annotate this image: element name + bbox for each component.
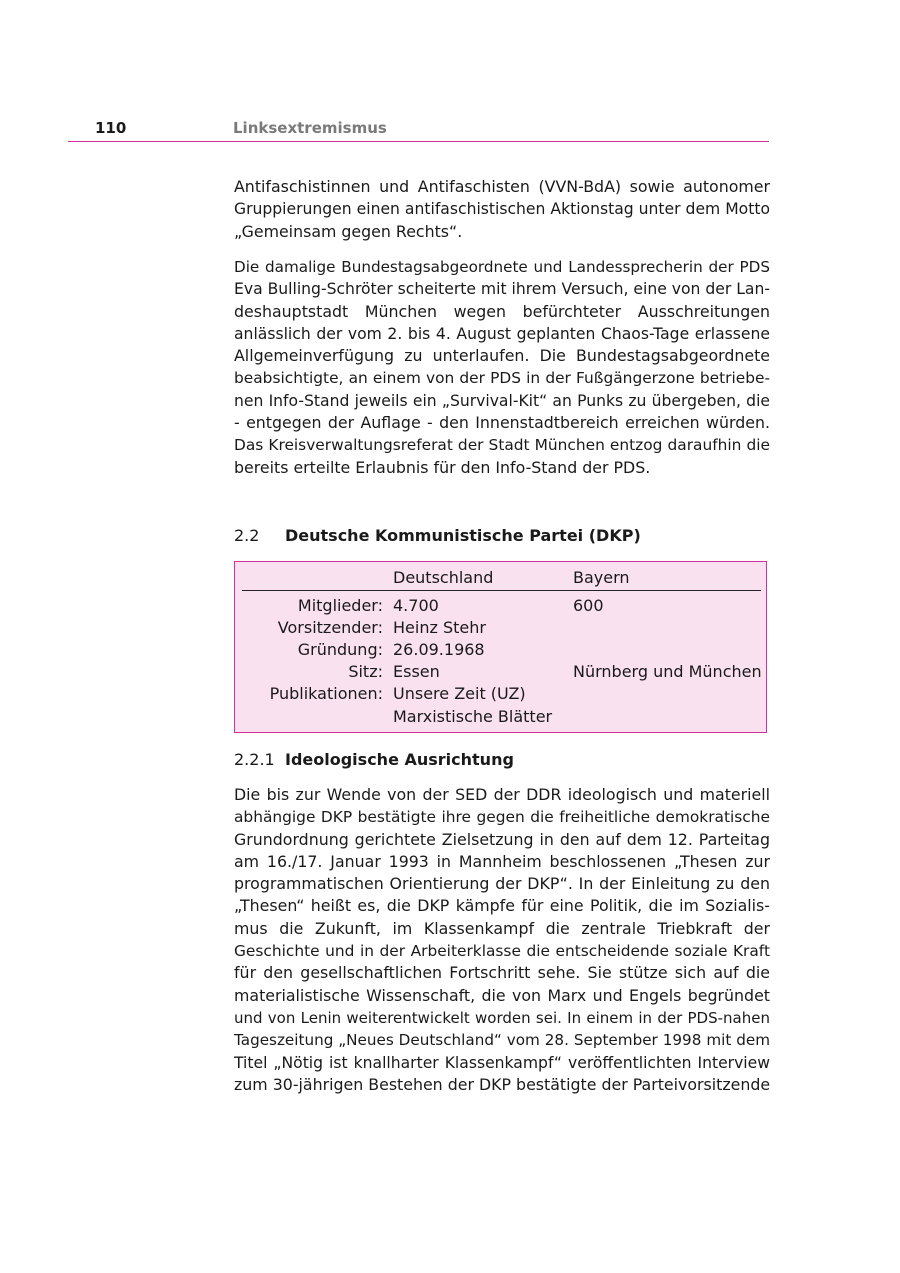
row-value-de: 26.09.1968: [393, 640, 485, 659]
text-line: „Thesen“ heißt es, die DKP kämpfe für eine Politik, die im Sozialis-: [234, 896, 770, 916]
subsection-number: 2.2.1: [234, 750, 275, 769]
text-line: bereits erteilte Erlaubnis für den Info-Stand der PDS.: [234, 457, 651, 477]
paragraph: [234, 256, 770, 479]
header-rule: [242, 590, 761, 591]
column-header-bayern: Bayern: [573, 568, 630, 587]
party-info-box: [234, 561, 767, 733]
section-number: 2.2: [234, 526, 260, 545]
text-line: Die damalige Bundestagsabgeordnete und Landessprecherin der PDS: [234, 258, 770, 276]
row-label: Publikationen:: [269, 684, 383, 703]
text-line: materialistische Wissenschaft, die von Marx und Engels begründet: [234, 985, 770, 1005]
row-value-de: Heinz Stehr: [393, 618, 486, 637]
text-line: für den gesellschaftlichen Fortschritt sehe. Sie stütze sich auf die: [234, 963, 770, 983]
text-line: Tageszeitung „Neues Deutschland“ vom 28. September 1998 mit dem: [234, 1031, 770, 1050]
text-line: anlässlich der vom 2. bis 4. August geplanten Chaos-Tage erlassene: [234, 324, 770, 343]
row-value-de: Unsere Zeit (UZ): [393, 684, 526, 703]
text-line: Antifaschistinnen und Antifaschisten (VVN-BdA) sowie autonomer: [234, 177, 770, 196]
text-line: Die bis zur Wende von der SED der DDR ideologisch und materiell: [234, 785, 770, 804]
paragraph: [234, 784, 770, 1096]
running-title: Linksextremismus: [233, 119, 387, 137]
text-line: nen Info-Stand jeweils ein „Survival-Kit“ an Punks zu übergeben, die: [234, 391, 770, 410]
text-line: Das Kreisverwaltungsreferat der Stadt München entzog daraufhin die: [234, 436, 770, 455]
text-line: Allgemeinverfügung zu unterlaufen. Die Bundestagsabgeordnete: [234, 346, 770, 366]
subsection-title: Ideologische Ausrichtung: [285, 750, 514, 769]
text-line: Geschichte und in der Arbeiterklasse die entscheidende soziale Kraft: [234, 942, 770, 961]
row-value-by: 600: [573, 596, 604, 615]
text-line: „Gemeinsam gegen Rechts“.: [234, 221, 463, 241]
row-label: Sitz:: [348, 662, 383, 681]
text-line: beabsichtigte, an einem von der PDS in der Fußgängerzone betriebe-: [234, 369, 770, 388]
text-line: programmatischen Orientierung der DKP“. In der Einleitung zu den: [234, 874, 770, 894]
text-line: - entgegen der Auflage - den Innenstadtbereich erreichen würden.: [234, 413, 770, 433]
text-line: am 16./17. Januar 1993 in Mannheim beschlossenen „Thesen zur: [234, 851, 770, 871]
row-value-de: 4.700: [393, 596, 439, 615]
page-header: [68, 117, 769, 142]
row-label: Mitglieder:: [297, 596, 383, 615]
column-header-deutschland: Deutschland: [393, 568, 494, 587]
row-value-de: Essen: [393, 662, 440, 681]
text-line: deshauptstadt München wegen befürchteter Ausschreitungen: [234, 301, 770, 321]
page-number: 110: [95, 119, 127, 137]
text-line: Gruppierungen einen antifaschistischen Aktionstag unter dem Motto: [234, 200, 770, 219]
text-line: zum 30-jährigen Bestehen der DKP bestätigte der Parteivorsitzende: [234, 1074, 771, 1094]
subsection-heading: [234, 750, 514, 769]
text-line: mus die Zukunft, im Klassenkampf die zentrale Triebkraft der: [234, 918, 770, 938]
row-label: Gründung:: [297, 640, 383, 659]
text-line: Eva Bulling-Schröter scheiterte mit ihrem Versuch, eine von der Lan-: [234, 280, 770, 299]
text-line: und von Lenin weiterentwickelt worden sei. In einem in der PDS-nahen: [234, 1008, 770, 1027]
row-value-by: Nürnberg und München: [573, 662, 762, 681]
text-line: Grundordnung gerichtete Zielsetzung in den auf dem 12. Parteitag: [234, 829, 770, 849]
row-label: Vorsitzender:: [277, 618, 383, 637]
section-title: Deutsche Kommunistische Partei (DKP): [285, 526, 641, 545]
paragraph: [234, 176, 770, 243]
section-heading: [234, 526, 641, 545]
text-line: abhängige DKP bestätigte ihre gegen die freiheitliche demokratische: [234, 808, 770, 827]
row-value-de: Marxistische Blätter: [393, 707, 553, 726]
text-line: Titel „Nötig ist knallharter Klassenkampf“ veröffentlichten Interview: [234, 1053, 770, 1072]
